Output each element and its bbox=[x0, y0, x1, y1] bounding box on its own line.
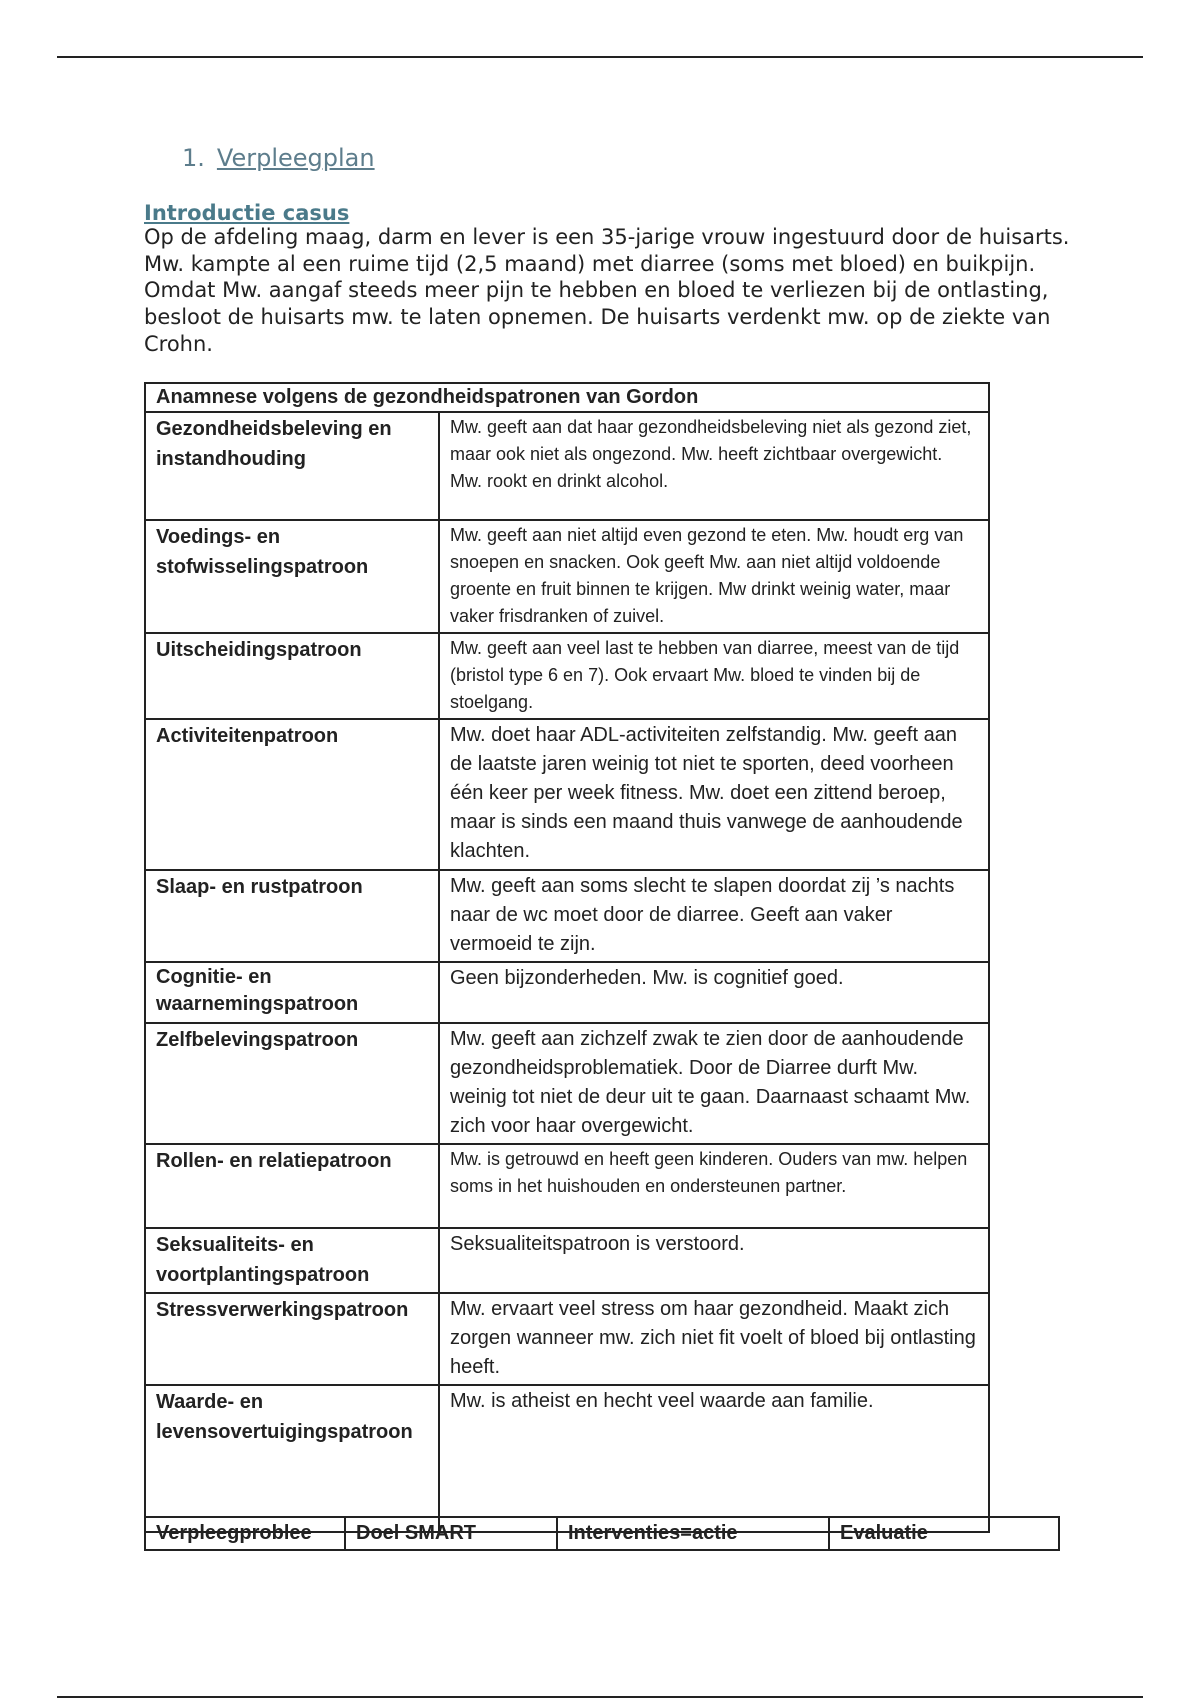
top-rule bbox=[57, 56, 1143, 58]
pattern-value: Geen bijzonderheden. Mw. is cognitief goed. bbox=[439, 962, 989, 1023]
table-row bbox=[145, 520, 989, 633]
pattern-label: Stressverwerkingspatroon bbox=[145, 1293, 439, 1385]
anamnese-header: Anamnese volgens de gezondheidspatronen van Gordon bbox=[145, 383, 989, 412]
pattern-label: Waarde- en levensovertuigingspatroon bbox=[145, 1385, 439, 1532]
pattern-label: Zelfbelevingspatroon bbox=[145, 1023, 439, 1144]
pattern-label: Uitscheidingspatroon bbox=[145, 633, 439, 719]
pattern-label: Activiteitenpatroon bbox=[145, 719, 439, 870]
section-title: Verpleegplan bbox=[216, 144, 375, 172]
pattern-label: Slaap- en rustpatroon bbox=[145, 870, 439, 962]
pattern-value: Mw. geeft aan veel last te hebben van diarree, meest van de tijd (bristol type 6 en 7). Ook ervaart Mw. bloed te vinden bij de stoelgang. bbox=[439, 633, 989, 719]
table-row bbox=[145, 1385, 989, 1532]
table-row bbox=[145, 962, 989, 1023]
pattern-value-text: Mw. geeft aan dat haar gezondheidsbeleving niet als gezond ziet, maar ook niet als ongezond. Mw. heeft zichtbaar overgewicht. bbox=[450, 417, 972, 464]
pattern-value: Mw. is atheist en hecht veel waarde aan familie. bbox=[439, 1385, 989, 1532]
pattern-value: Mw. geeft aan zichzelf zwak te zien door de aanhoudende gezondheidsproblematiek. Door de Diarree durft Mw. weinig tot niet de deur uit te gaan. Daarnaast schaamt Mw. zich voor haar overgewicht. bbox=[439, 1023, 989, 1144]
table-row bbox=[145, 633, 989, 719]
pattern-label: Cognitie- en waarnemingspatroon bbox=[145, 962, 439, 1023]
table-row bbox=[145, 1023, 989, 1144]
plan-col-interventions: Interventies=actie bbox=[557, 1517, 829, 1550]
section-heading bbox=[182, 144, 375, 172]
table-row bbox=[145, 1144, 989, 1228]
pattern-label: Rollen- en relatiepatroon bbox=[145, 1144, 439, 1228]
care-plan-header-table bbox=[144, 1516, 1060, 1551]
pattern-value: Mw. is getrouwd en heeft geen kinderen. Ouders van mw. helpen soms in het huishouden en ondersteunen partner. bbox=[439, 1144, 989, 1228]
table-row bbox=[145, 719, 989, 870]
pattern-label: Gezondheidsbeleving en instandhouding bbox=[145, 412, 439, 520]
pattern-value: Mw. geeft aan niet altijd even gezond te eten. Mw. houdt erg van snoepen en snacken. Ook geeft Mw. aan niet altijd voldoende groente en fruit binnen te krijgen. Mw drinkt weinig water, maar vaker frisdranken of zuivel. bbox=[439, 520, 989, 633]
bottom-rule bbox=[57, 1696, 1143, 1698]
plan-header-row bbox=[145, 1517, 1059, 1550]
table-header-row bbox=[145, 383, 989, 412]
plan-col-evaluation: Evaluatie bbox=[829, 1517, 1059, 1550]
pattern-label: Seksualiteits- en voortplantingspatroon bbox=[145, 1228, 439, 1293]
intro-text: Op de afdeling maag, darm en lever is een 35-jarige vrouw ingestuurd door de huisarts. Mw. kampte al een ruime tijd (2,5 maand) met diarree (soms met bloed) en buikpijn. Omdat Mw. aangaf steeds meer pijn te hebben en bloed te verliezen bij de ontlasting, besloot de huisarts mw. te laten opnemen. De huisarts verdenkt mw. op de ziekte van Crohn. bbox=[144, 225, 1070, 356]
pattern-value: Mw. geeft aan soms slecht te slapen doordat zij ’s nachts naar de wc moet door de diarree. Geeft aan vaker vermoeid te zijn. bbox=[439, 870, 989, 962]
table-row bbox=[145, 870, 989, 962]
gordon-anamnese-table bbox=[144, 382, 990, 1533]
pattern-value: Mw. doet haar ADL-activiteiten zelfstandig. Mw. geeft aan de laatste jaren weinig tot niet te sporten, deed voorheen één keer per week fitness. Mw. doet een zittend beroep, maar is sinds een maand thuis vanwege de aanhoudende klachten. bbox=[439, 719, 989, 870]
pattern-value-text-2: Mw. rookt en drinkt alcohol. bbox=[450, 471, 669, 491]
pattern-value bbox=[439, 412, 989, 520]
pattern-label: Voedings- en stofwisselingspatroon bbox=[145, 520, 439, 633]
intro-title: Introductie casus bbox=[144, 201, 350, 225]
plan-col-problem: Verpleegproblee bbox=[145, 1517, 345, 1550]
table-row bbox=[145, 412, 989, 520]
section-number: 1. bbox=[182, 144, 205, 172]
table-row bbox=[145, 1228, 989, 1293]
pattern-value: Mw. ervaart veel stress om haar gezondheid. Maakt zich zorgen wanneer mw. zich niet fit voelt of bloed bij ontlasting heeft. bbox=[439, 1293, 989, 1385]
pattern-value: Seksualiteitspatroon is verstoord. bbox=[439, 1228, 989, 1293]
plan-col-goal: Doel SMART bbox=[345, 1517, 557, 1550]
table-row bbox=[145, 1293, 989, 1385]
